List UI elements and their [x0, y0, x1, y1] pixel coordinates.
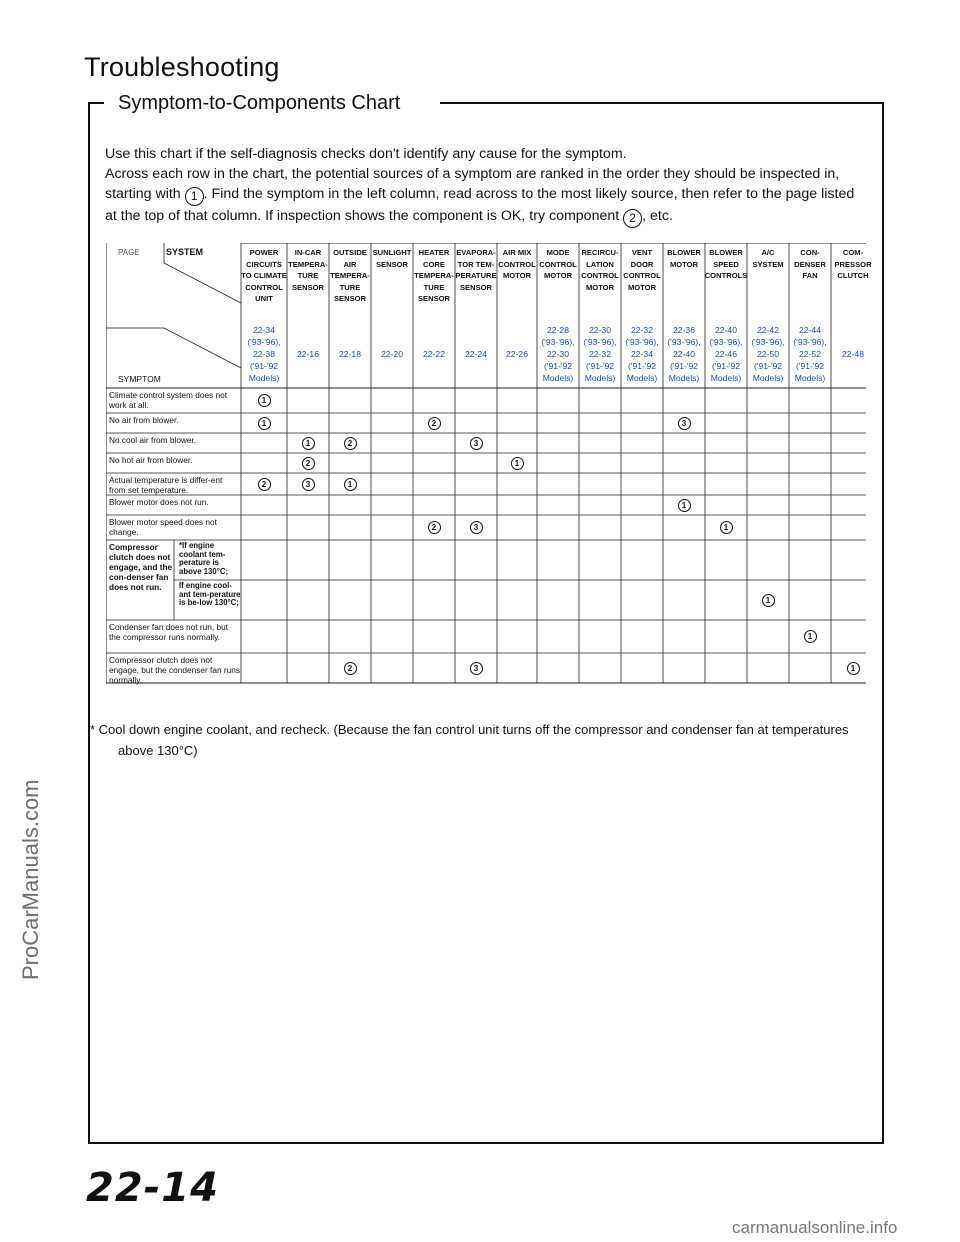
- priority-mark: 1: [678, 499, 691, 512]
- intro-line-4: at the top of that column. If inspection shows the component is OK, try component 2 , etc.: [105, 206, 865, 228]
- column-page-ref: 22-48: [842, 348, 864, 359]
- column-page-ref: 22-36 ('93-'96), 22-40 ('91-'92 Models): [667, 324, 701, 383]
- column-page-ref: 22-42 ('93-'96), 22-50 ('91-'92 Models): [751, 324, 785, 383]
- priority-mark: 3: [470, 521, 483, 534]
- priority-mark: 1: [258, 417, 271, 430]
- column-header: POWER CIRCUITS TO CLIMATE CONTROL UNIT: [241, 248, 287, 303]
- section-subtitle: Symptom-to-Components Chart: [110, 92, 408, 115]
- site-url: carmanualsonline.info: [732, 1218, 898, 1237]
- watermark: ProCarManuals.com: [18, 779, 43, 980]
- column-page-ref: 22-24: [465, 348, 487, 359]
- column-page-ref: 22-26: [506, 348, 528, 359]
- column-header: VENT DOOR CONTROL MOTOR: [623, 248, 661, 292]
- intro-line-3: starting with 1 . Find the symptom in the left column, read across to the most likely source, then refer to the page listed: [105, 184, 865, 206]
- column-header: OUTSIDE AIR TEMPERA-TURE SENSOR: [330, 248, 370, 303]
- priority-mark: 2: [258, 478, 271, 491]
- column-page-ref: 22-40 ('93-'96), 22-46 ('91-'92 Models): [709, 324, 743, 383]
- priority-mark: 1: [762, 594, 775, 607]
- symptom-label: No air from blower.: [109, 415, 179, 425]
- column-header: EVAPORA-TOR TEM-PERATURE SENSOR: [455, 248, 497, 292]
- priority-mark: 1: [720, 521, 733, 534]
- symptom-label: Blower motor does not run.: [109, 497, 209, 507]
- footnote-line-1: * Cool down engine coolant, and recheck. (Because the fan control unit turns off the compressor and condenser fan at temperatures: [90, 722, 849, 737]
- column-page-ref: 22-22: [423, 348, 445, 359]
- column-header: RECIRCU-LATION CONTROL MOTOR: [581, 248, 619, 292]
- circled-2-icon: 2: [623, 209, 642, 228]
- symptom-condition: *If engine coolant tem-perature is above 130°C;: [179, 541, 229, 576]
- column-header: SUNLIGHT SENSOR: [372, 248, 412, 269]
- page-label: PAGE: [118, 248, 140, 257]
- symptom-label: Blower motor speed does not change.: [109, 517, 217, 537]
- footnote: [90, 719, 865, 761]
- priority-mark: 3: [678, 417, 691, 430]
- symptom-label: SYMPTOM: [118, 374, 161, 384]
- footnote-line-2: above 130°C): [118, 743, 198, 758]
- priority-mark: 2: [302, 457, 315, 470]
- column-page-ref: 22-44 ('93-'96), 22-52 ('91-'92 Models): [793, 324, 827, 383]
- priority-mark: 3: [470, 662, 483, 675]
- column-page-ref: 22-32 ('93-'96), 22-34 ('91-'92 Models): [625, 324, 659, 383]
- priority-mark: 2: [344, 662, 357, 675]
- priority-mark: 1: [511, 457, 524, 470]
- column-header: BLOWER MOTOR: [667, 248, 701, 269]
- symptom-label: No cool air from blower.: [109, 435, 197, 445]
- circled-1-icon: 1: [185, 187, 204, 206]
- column-page-ref: 22-16: [297, 348, 319, 359]
- column-page-ref: 22-28 ('93-'96), 22-30 ('91-'92 Models): [541, 324, 575, 383]
- column-header: BLOWER SPEED CONTROLS: [704, 248, 748, 280]
- symptom-label: No hot air from blower.: [109, 455, 193, 465]
- priority-mark: 3: [302, 478, 315, 491]
- column-page-ref: 22-34 ('93-'96), 22-38 ('91-'92 Models): [247, 324, 281, 383]
- priority-mark: 3: [470, 437, 483, 450]
- symptom-label: Compressor clutch does not engage, but the condenser fan runs normally.: [109, 655, 241, 685]
- symptom-condition: If engine cool-ant tem-perature is be-low 130°C;: [179, 581, 241, 608]
- column-header: A/C SYSTEM: [752, 248, 784, 269]
- priority-mark: 1: [258, 394, 271, 407]
- column-header: HEATER CORE TEMPERA-TURE SENSOR: [414, 248, 454, 303]
- page-number: 22-14: [86, 1165, 219, 1211]
- symptom-label: Compressor clutch does not engage, and the con-denser fan does not run.: [109, 542, 173, 592]
- column-header: AIR MIX CONTROL MOTOR: [498, 248, 536, 280]
- column-page-ref: 22-20: [381, 348, 403, 359]
- priority-mark: 1: [847, 662, 860, 675]
- priority-mark: 2: [344, 437, 357, 450]
- priority-mark: 2: [428, 521, 441, 534]
- priority-mark: 1: [804, 630, 817, 643]
- priority-mark: 1: [302, 437, 315, 450]
- intro-line-2: Across each row in the chart, the potential sources of a symptom are ranked in the order they should be inspected in,: [105, 166, 840, 182]
- column-header: MODE CONTROL MOTOR: [539, 248, 577, 280]
- column-header: CON-DENSER FAN: [794, 248, 826, 280]
- symptom-label: Condenser fan does not run, but the compressor runs normally.: [109, 622, 229, 642]
- intro-text: [105, 144, 865, 228]
- column-header: COM-PRESSOR CLUTCH: [834, 248, 872, 280]
- priority-mark: 1: [344, 478, 357, 491]
- column-header: IN-CAR TEMPERA-TURE SENSOR: [288, 248, 328, 292]
- column-page-ref: 22-18: [339, 348, 361, 359]
- system-label: SYSTEM: [166, 247, 204, 257]
- symptom-label: Actual temperature is differ-ent from set temperature.: [109, 475, 223, 495]
- priority-mark: 2: [428, 417, 441, 430]
- page-title: Troubleshooting: [84, 52, 280, 82]
- column-page-ref: 22-30 ('93-'96), 22-32 ('91-'92 Models): [583, 324, 617, 383]
- symptom-label: Climate control system does not work at all.: [109, 390, 228, 410]
- intro-line-1: Use this chart if the self-diagnosis checks don't identify any cause for the symptom.: [105, 146, 627, 162]
